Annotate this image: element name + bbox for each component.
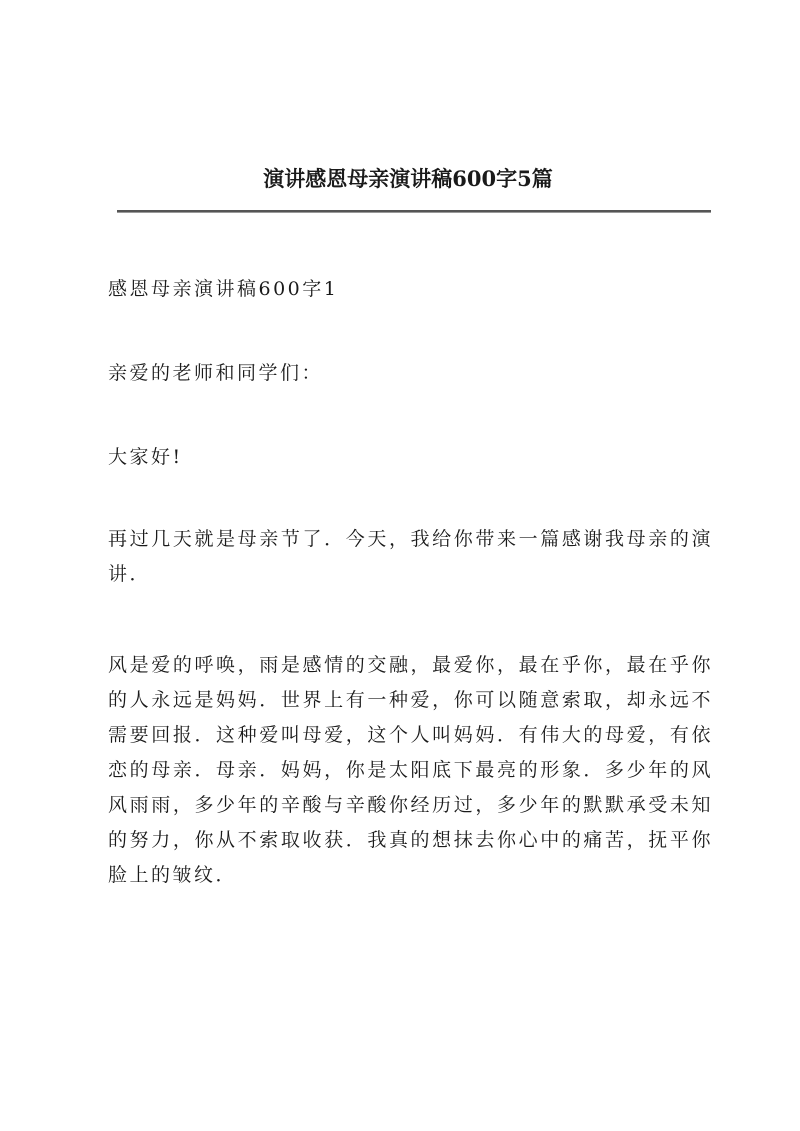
document-title: 演讲感恩母亲演讲稿600字5篇	[263, 166, 553, 191]
body-paragraph: 风是爱的呼唤，雨是感情的交融，最爱你，最在乎你，最在乎你的人永远是妈妈．世界上有一种爱，你可以随意索取，却永远不需要回报．这种爱叫母爱，这个人叫妈妈．有伟大的母爱，有依恋的母亲．母亲．妈妈，你是太阳底下最亮的形象．多少年的风风雨雨，多少年的辛酸与辛酸你经历过，多少年的默默承受未知的努力，你从不索取收获．我真的想抹去你心中的痛苦，抚平你脸上的皱纹．	[108, 654, 713, 886]
salutation-paragraph: 大家好!	[108, 446, 183, 468]
section-heading: 感恩母亲演讲稿600字1	[108, 278, 339, 300]
greeting-paragraph: 亲爱的老师和同学们：	[108, 362, 324, 384]
intro-paragraph: 再过几天就是母亲节了．今天，我给你带来一篇感谢我母亲的演讲．	[108, 528, 713, 585]
title-divider	[117, 210, 711, 213]
